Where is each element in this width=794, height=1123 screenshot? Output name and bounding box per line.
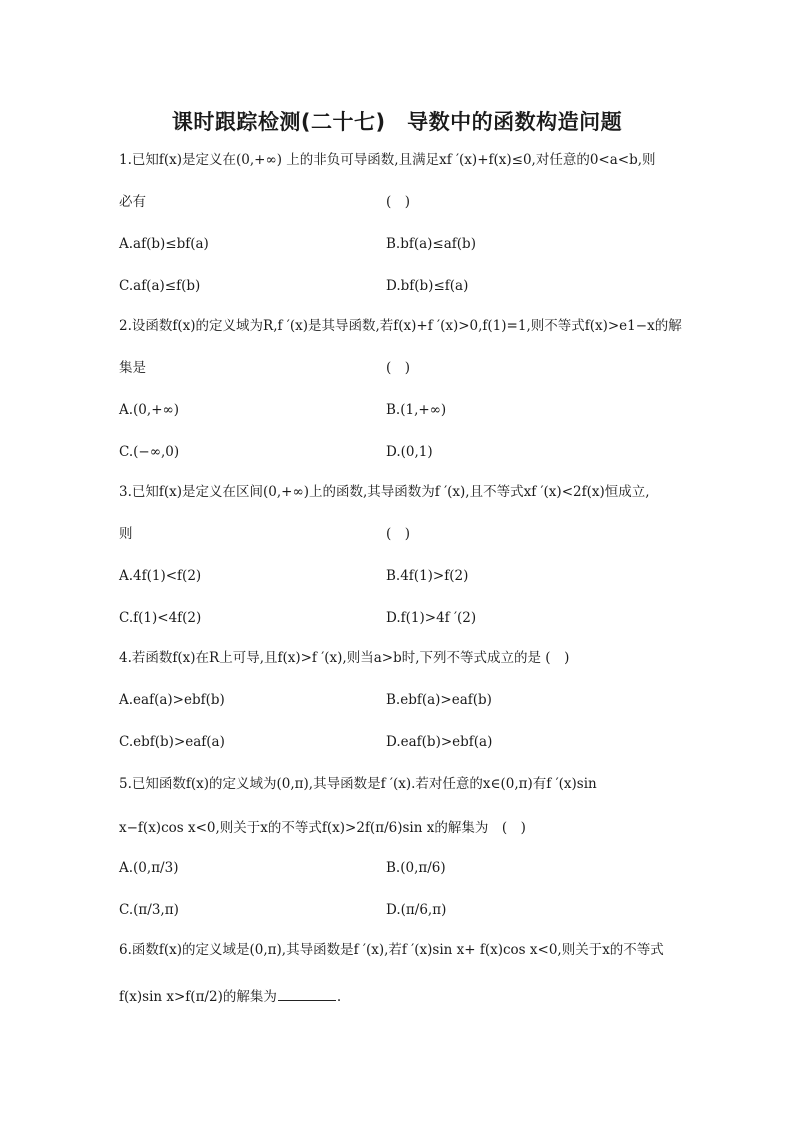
q5-stem-line2: x−f(x)cos x<0,则关于x的不等式f(x)>2f(π/6)sin x的解集为 ( ) [119,820,526,836]
q5-option-a: A.(0,π/3) [119,860,179,876]
q2-option-b: B.(1,+∞) [386,402,447,418]
q3-option-c: C.f(1)<4f(2) [119,610,202,626]
q2-option-c: C.(−∞,0) [119,444,180,460]
q4-stem-line1: 4.若函数f(x)在R上可导,且f(x)>f ′(x),则当a>b时,下列不等式成立的是 ( ) [119,650,570,666]
q1-option-b: B.bf(a)≤af(b) [386,236,476,252]
q5-stem-line1: 5.已知函数f(x)的定义域为(0,π),其导函数是f ′(x).若对任意的x∈(0,π)有f ′(x)sin [119,776,597,792]
q6-stem-line2 [119,986,341,1007]
q4-option-b: B.ebf(a)>eaf(b) [386,692,492,708]
q2-stem-line2: 集是 [119,360,146,376]
q1-option-c: C.af(a)≤f(b) [119,278,201,294]
q6-stem-line2-end: . [336,989,342,1005]
q1-option-d: D.bf(b)≤f(a) [386,278,469,294]
q5-option-b: B.(0,π/6) [386,860,446,876]
page-title: 课时跟踪检测(二十七) 导数中的函数构造问题 [171,110,623,134]
q2-option-a: A.(0,+∞) [119,402,180,418]
q1-answer-paren: ( ) [386,194,411,210]
q2-answer-paren: ( ) [386,360,411,376]
q4-option-d: D.eaf(b)>ebf(a) [386,734,493,750]
q3-stem-line1: 3.已知f(x)是定义在区间(0,+∞)上的函数,其导函数为f ′(x),且不等式xf ′(x)<2f(x)恒成立, [119,484,650,500]
q3-option-b: B.4f(1)>f(2) [386,568,469,584]
q1-stem-line2: 必有 [119,194,146,210]
q6-stem-line2-text: f(x)sin x>f(π/2)的解集为 [119,989,277,1005]
q3-option-d: D.f(1)>4f ′(2) [386,610,477,626]
q3-answer-paren: ( ) [386,526,411,542]
q6-stem-line1: 6.函数f(x)的定义域是(0,π),其导函数是f ′(x),若f ′(x)sin x+ f(x)cos x<0,则关于x的不等式 [119,942,664,958]
q5-option-c: C.(π/3,π) [119,902,179,918]
q4-option-c: C.ebf(b)>eaf(a) [119,734,225,750]
q2-stem-line1: 2.设函数f(x)的定义域为R,f ′(x)是其导函数,若f(x)+f ′(x)>0,f(1)=1,则不等式f(x)>e1−x的解 [119,318,682,334]
q4-option-a: A.eaf(a)>ebf(b) [119,692,225,708]
answer-blank[interactable] [278,986,336,1001]
q3-stem-line2: 则 [119,526,133,542]
q1-stem-line1: 1.已知f(x)是定义在(0,+∞) 上的非负可导函数,且满足xf ′(x)+f(x)≤0,对任意的0<a<b,则 [119,152,656,168]
q2-option-d: D.(0,1) [386,444,433,460]
q5-option-d: D.(π/6,π) [386,902,447,918]
q3-option-a: A.4f(1)<f(2) [119,568,202,584]
q1-option-a: A.af(b)≤bf(a) [119,236,209,252]
